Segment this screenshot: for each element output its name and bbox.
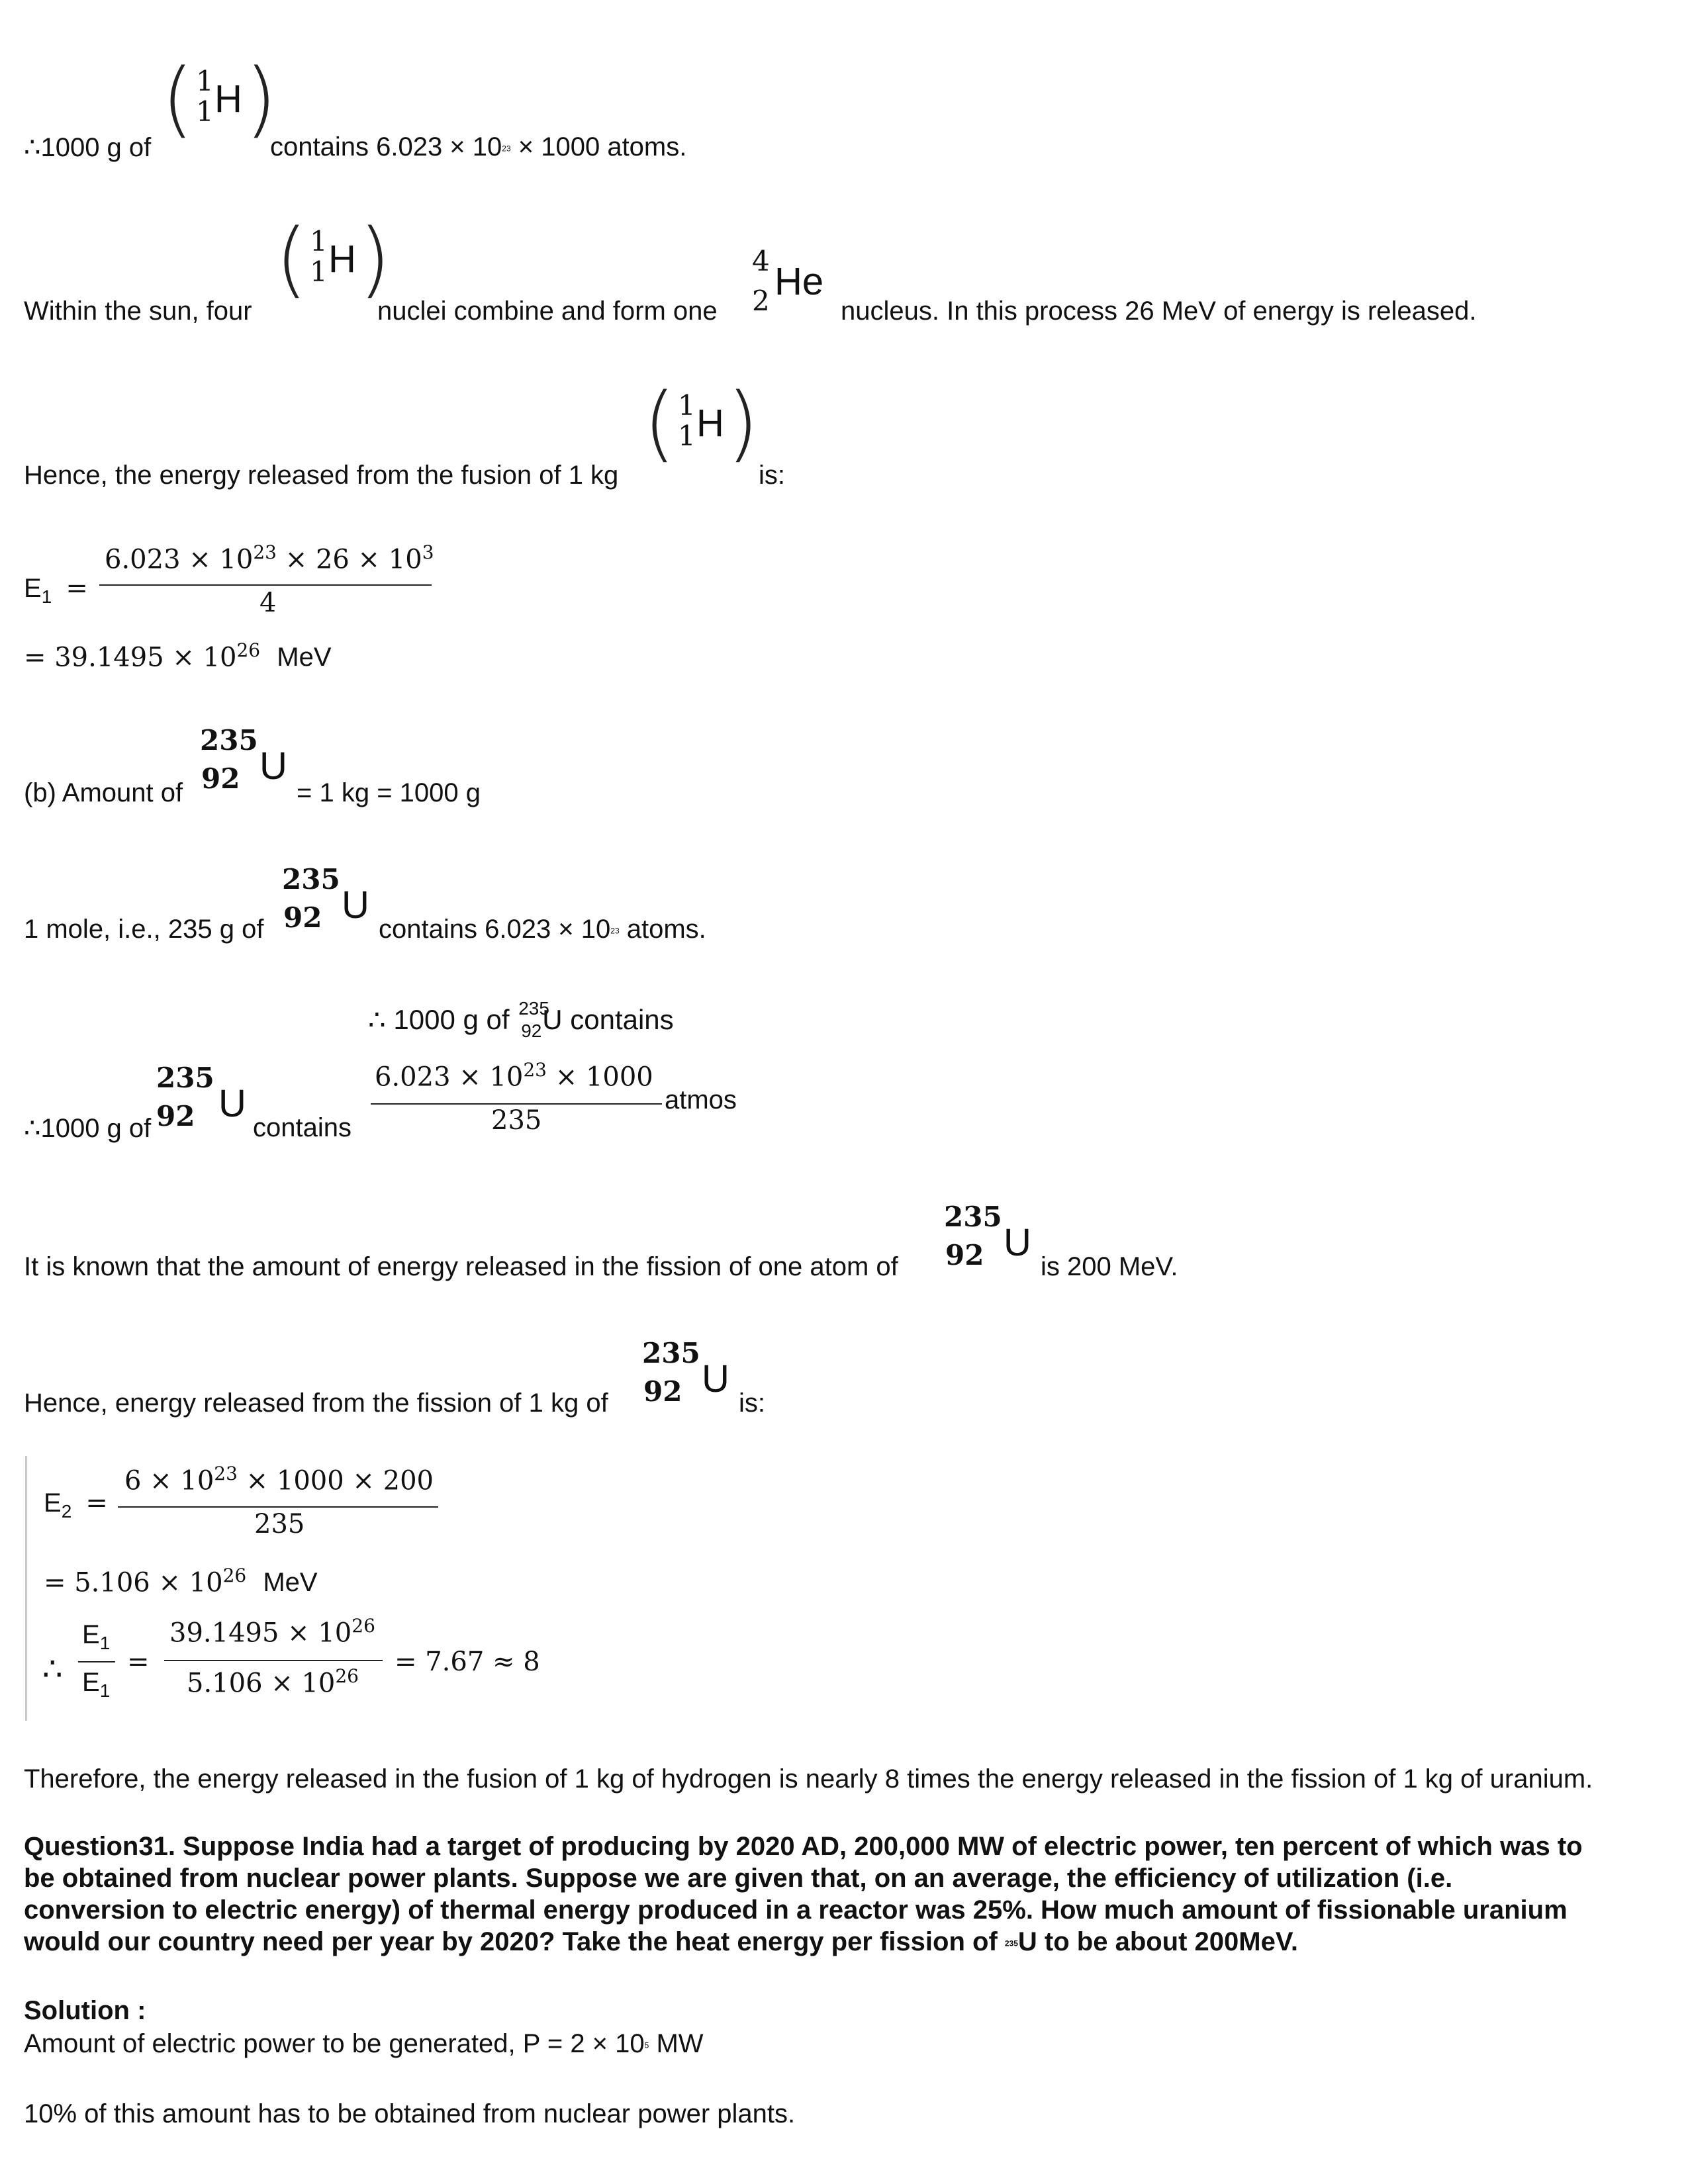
text: 6 × 10 [124, 1465, 214, 1496]
e2-result [44, 1565, 318, 1598]
mass-number: 4 [752, 245, 770, 277]
element-symbol: H [328, 238, 356, 281]
atomic-number: 92 [283, 901, 322, 934]
u-fraction-numerator [375, 1059, 653, 1092]
u-fraction-bar [371, 1103, 662, 1105]
atmos-label: atmos [665, 1085, 737, 1115]
right-paren: ) [359, 212, 391, 307]
line-within-sun: Within the sun, four [24, 296, 252, 326]
line-contains: contains [253, 1113, 352, 1142]
question-line-2: be obtained from nuclear power plants. Suppose we are given that, on an average, the efficiency of utilization (i.e. [24, 1864, 1453, 1893]
text: = 39.1495 × 10 [24, 642, 237, 673]
e1-numerator [105, 541, 434, 574]
solution-line-1 [24, 2029, 704, 2059]
line-1000g-hydrogen [24, 132, 151, 163]
atomic-number: 92 [945, 1239, 984, 1271]
exponent-tiny: 23 [610, 926, 620, 936]
symbol: E [82, 1668, 100, 1697]
e1-denominator: 4 [259, 588, 277, 618]
text: contains 6.023 × 10 [379, 915, 611, 944]
exp: 26 [236, 639, 261, 661]
atomic-number: 92 [201, 762, 240, 795]
atomic-number: 1 [678, 420, 696, 452]
e1-lhs [24, 573, 88, 608]
text: ∴ 1000 g of [368, 1004, 510, 1035]
unit: MeV [263, 1568, 318, 1598]
line-1-mole: 1 mole, i.e., 235 g of [24, 915, 264, 944]
line-nucleus-released: nucleus. In this process 26 MeV of energy is released. [841, 296, 1477, 326]
element-symbol: H [214, 77, 242, 120]
line-b-amount: (b) Amount of [24, 778, 183, 807]
element-symbol: H [696, 402, 724, 445]
atomic-number: 1 [196, 95, 214, 128]
text: U contains [542, 1004, 674, 1035]
mass-number: 235 [156, 1062, 214, 1094]
ratio-denominator [187, 1665, 359, 1698]
line-1000g-contains [270, 132, 686, 162]
ratio-numerator [169, 1615, 375, 1648]
exp: 23 [253, 541, 277, 563]
element-symbol: U [342, 884, 369, 927]
mass-number: 235 [944, 1201, 1002, 1233]
text: ∴1000 g of [24, 133, 152, 162]
atomic-number: 1 [310, 255, 328, 288]
text: 5.106 × 10 [187, 1668, 336, 1699]
right-paren: ) [727, 376, 759, 471]
element-symbol: U [702, 1357, 729, 1400]
text: 6.023 × 10 [375, 1062, 524, 1093]
line-contains-atoms [379, 915, 706, 944]
text: U to be about 200MeV. [1017, 1927, 1298, 1956]
text: 6.023 × 10 [105, 544, 254, 575]
line-is: is: [759, 461, 785, 490]
line-hence-fission: Hence, energy released from the fission of 1 kg of [24, 1388, 608, 1418]
line-is-2: is: [739, 1388, 765, 1418]
element-symbol: U [218, 1082, 246, 1125]
ratio-lhs-bottom [82, 1668, 110, 1702]
atomic-number: 92 [643, 1375, 682, 1408]
subscript: 1 [99, 1680, 111, 1701]
left-paren: ( [643, 376, 676, 471]
left-paren: ( [162, 52, 194, 147]
text: would our country need per year by 2020? Take the heat energy per fission of [24, 1927, 1005, 1956]
equation-block-border [25, 1456, 27, 1721]
line-equals-1kg: = 1 kg = 1000 g [297, 778, 481, 807]
text: × 1000 atoms. [510, 132, 687, 161]
question-line-1: Question31. Suppose India had a target of producing by 2020 AD, 200,000 MW of electric power, ten percent of which was to [24, 1832, 1583, 1861]
ratio-fraction-bar [164, 1660, 383, 1661]
atomic-number: 2 [752, 285, 770, 317]
line-1000g-u: ∴1000 g of [24, 1114, 152, 1143]
mass-number: 235 [200, 724, 258, 756]
text: Amount of electric power to be generated, P = 2 × 10 [24, 2029, 645, 2058]
exponent-tiny: 23 [502, 144, 511, 154]
text: × 26 × 10 [277, 544, 422, 575]
therefore-1000g-u [368, 997, 674, 1041]
therefore-symbol: ∴ [42, 1652, 63, 1687]
exp: 26 [335, 1665, 359, 1687]
mass-number: 1 [678, 389, 696, 422]
right-paren: ) [245, 52, 277, 147]
mass-number: 235 [518, 997, 549, 1019]
exp: 23 [214, 1463, 238, 1484]
ratio-equals: = [127, 1647, 150, 1677]
solution-line-2: 10% of this amount has to be obtained from nuclear power plants. [24, 2099, 796, 2128]
text: = 5.106 × 10 [44, 1567, 223, 1598]
exp: 23 [523, 1059, 547, 1081]
mass-number: 235 [642, 1337, 700, 1369]
exponent-tiny: 5 [644, 2040, 649, 2050]
subscript: 1 [99, 1633, 111, 1653]
text: MW [649, 2029, 704, 2058]
e2-numerator [124, 1463, 434, 1496]
exp: 26 [222, 1565, 247, 1586]
mass-number: 1 [196, 65, 214, 97]
symbol: E [44, 1488, 62, 1518]
text: contains 6.023 × 10 [270, 132, 502, 161]
line-is-200mev: is 200 MeV. [1041, 1252, 1178, 1281]
u-fraction-denominator: 235 [491, 1105, 542, 1136]
line-hence-fusion: Hence, the energy released from the fusion of 1 kg [24, 461, 619, 490]
ratio-result: = 7.67 ≈ 8 [395, 1647, 540, 1677]
mass-number: 1 [310, 225, 328, 257]
equals: = [66, 573, 88, 604]
symbol: E [82, 1620, 100, 1649]
atomic-number: 92 [156, 1100, 195, 1132]
element-symbol: U [259, 745, 287, 788]
e2-fraction-bar [118, 1506, 438, 1508]
ratio-lhs-bar [78, 1661, 115, 1662]
solution-label: Solution : [24, 1996, 146, 2025]
text: × 1000 × 200 [237, 1465, 434, 1496]
question-line-3: conversion to electric energy) of thermal energy produced in a reactor was 25%. How much amount of fissionable uranium [24, 1895, 1568, 1925]
equals: = [85, 1488, 108, 1518]
text: 39.1495 × 10 [169, 1617, 352, 1649]
e1-fraction-bar [99, 584, 432, 586]
line-nuclei-combine: nuclei combine and form one [377, 296, 718, 326]
line-it-is-known: It is known that the amount of energy released in the fission of one atom of [24, 1252, 898, 1281]
symbol: E [24, 574, 42, 603]
mass-tiny: 235 [1004, 1938, 1018, 1948]
text: atoms. [619, 915, 706, 944]
left-paren: ( [275, 212, 308, 307]
e1-result [24, 639, 332, 672]
conclusion-text: Therefore, the energy released in the fusion of 1 kg of hydrogen is nearly 8 times the energy released in the fission of 1 kg of uranium. [24, 1764, 1593, 1794]
exp: 3 [422, 541, 434, 563]
text: × 1000 [547, 1062, 653, 1093]
e2-lhs [44, 1488, 108, 1522]
element-symbol: He [774, 260, 824, 303]
element-symbol: U [1004, 1221, 1031, 1264]
subscript: 2 [61, 1501, 72, 1522]
mass-number: 235 [282, 863, 340, 895]
u-nuclide-small [517, 997, 549, 1041]
unit: MeV [277, 643, 332, 672]
e2-denominator: 235 [254, 1509, 305, 1539]
question-line-4 [24, 1927, 1298, 1957]
subscript: 1 [41, 586, 52, 607]
atomic-number: 92 [521, 1020, 542, 1041]
ratio-lhs-top [82, 1620, 110, 1654]
exp: 26 [352, 1615, 375, 1637]
